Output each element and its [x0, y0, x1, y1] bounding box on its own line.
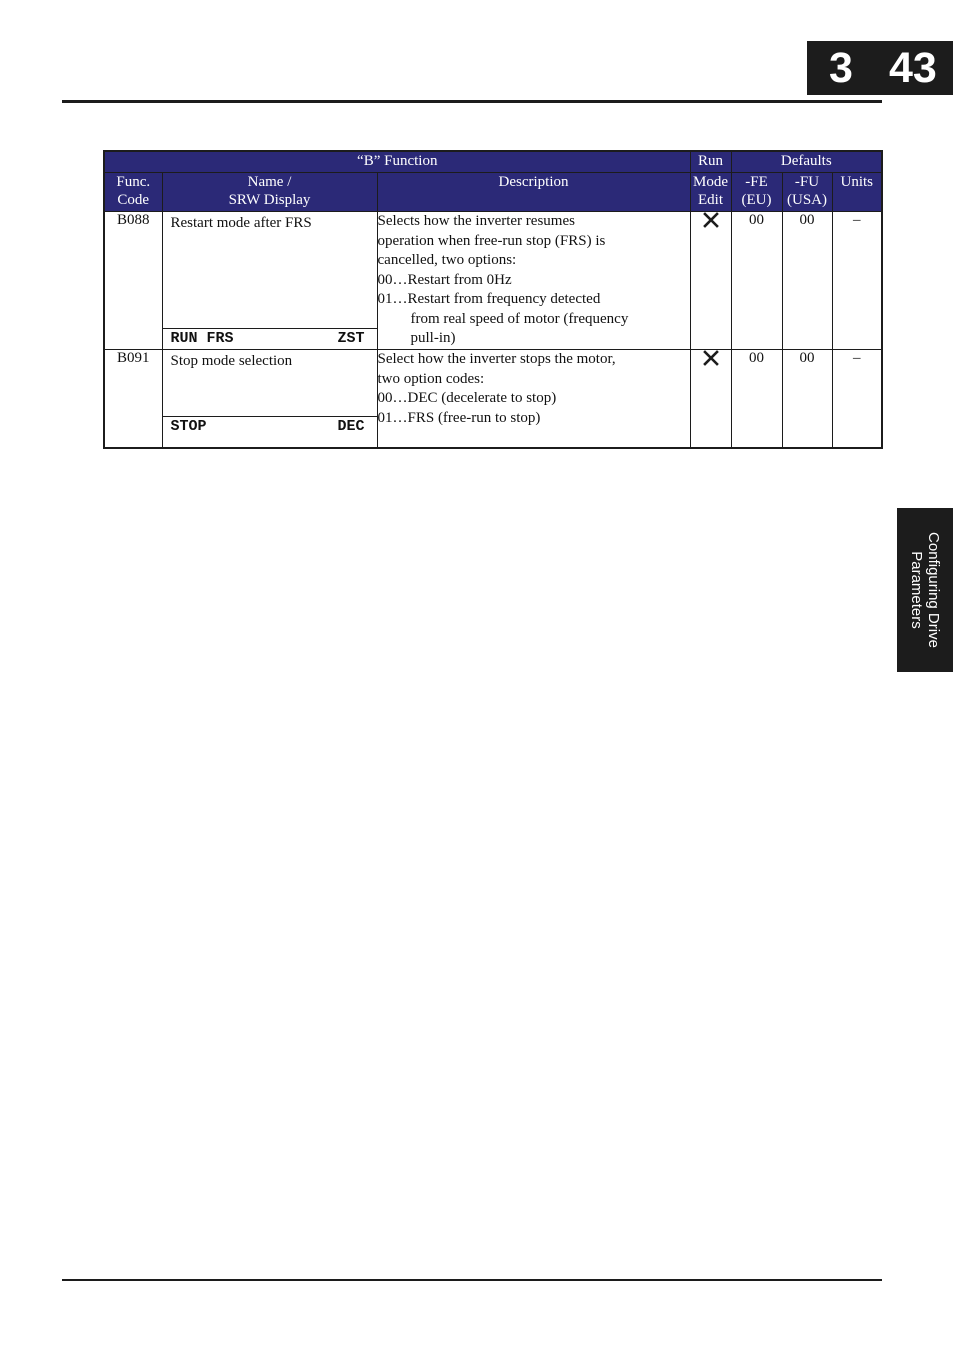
- fu-default-value: 00: [782, 350, 832, 449]
- table-row: [104, 212, 882, 350]
- fu-default-value: 00: [782, 212, 832, 350]
- param-description: Select how the inverter stops the motor, two option codes: 00…DEC (decelerate to stop) 01…FRS (free-run to stop): [377, 350, 690, 449]
- run-mode-edit-header: Mode Edit: [690, 173, 731, 212]
- description-header: Description: [377, 173, 690, 212]
- table-row: [104, 350, 882, 449]
- defaults-header: Defaults: [731, 151, 882, 173]
- fe-default-header: -FE (EU): [731, 173, 782, 212]
- srw-display: RUN FRS ZST: [163, 328, 377, 349]
- func-code-header: Func. Code: [104, 173, 162, 212]
- units-value: –: [832, 350, 882, 449]
- fe-default-value: 00: [731, 350, 782, 449]
- param-name: Stop mode selection: [170, 353, 293, 369]
- units-header: Units: [832, 173, 882, 212]
- x-mark-icon: [703, 350, 719, 371]
- fe-default-value: 00: [731, 212, 782, 350]
- side-tab-line1: Configuring Drive: [925, 532, 942, 648]
- chapter-number: 3: [829, 44, 853, 92]
- x-mark-icon: [703, 212, 719, 233]
- page-number-tab: [807, 41, 953, 95]
- fu-default-header: -FU (USA): [782, 173, 832, 212]
- side-tab-line2: Parameters: [908, 551, 925, 629]
- top-rule: [62, 100, 882, 103]
- bottom-rule: [62, 1279, 882, 1281]
- func-code: B088: [104, 212, 162, 350]
- page-number: 43: [889, 44, 937, 92]
- group-header: “B” Function: [104, 151, 690, 173]
- b-function-table: [103, 150, 883, 449]
- name-header: Name / SRW Display: [162, 173, 377, 212]
- run-header: Run: [690, 151, 731, 173]
- section-side-tab: [897, 508, 953, 672]
- func-code: B091: [104, 350, 162, 449]
- srw-display: STOP DEC: [163, 416, 377, 447]
- units-value: –: [832, 212, 882, 350]
- param-name: Restart mode after FRS: [170, 215, 312, 231]
- param-description: Selects how the inverter resumes operation when free-run stop (FRS) is cancelled, two options: 00…Restart from 0Hz 01…Restart from frequency detected from real speed of motor (frequency pull-in): [377, 212, 690, 350]
